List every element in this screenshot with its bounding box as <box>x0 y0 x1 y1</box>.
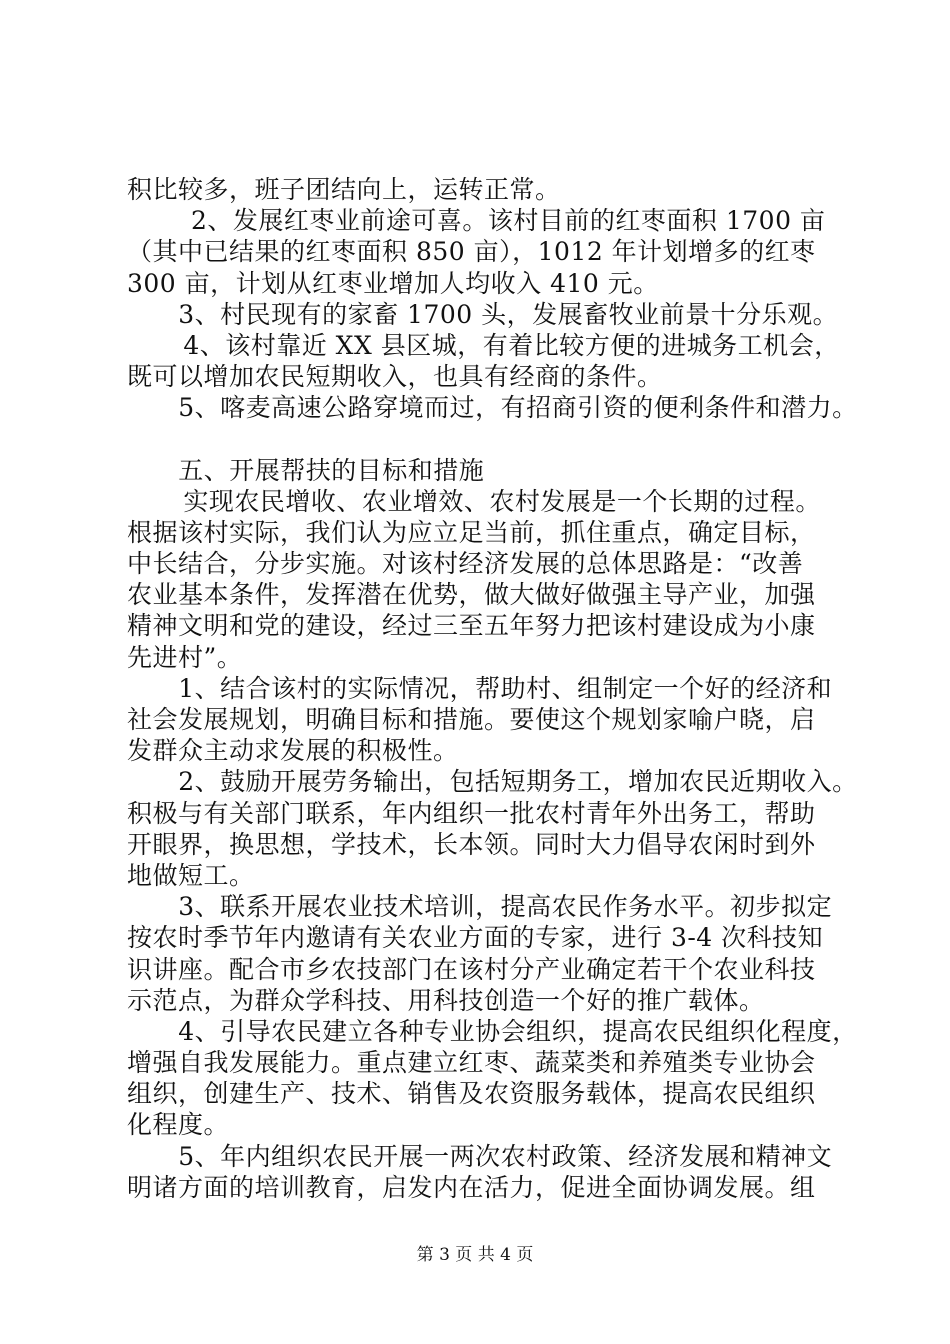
document-body <box>127 174 858 1203</box>
text-line: 识讲座。配合市乡农技部门在该村分产业确定若干个农业科技 <box>127 954 816 984</box>
text-line: 3、联系开展农业技术培训，提高农民作务水平。初步拟定 <box>178 892 833 922</box>
text-line: 4、引导农民建立各种专业协会组织，提高农民组织化程度， <box>178 1016 858 1046</box>
text-line: 精神文明和党的建设，经过三至五年努力把该村建设成为小康 <box>127 611 816 641</box>
text-line: 开眼界，换思想，学技术，长本领。同时大力倡导农闲时到外 <box>127 829 816 859</box>
text-line: （其中已结果的红枣面积 850 亩），1012 年计划增多的红枣 <box>127 237 816 267</box>
text-line: 1、结合该村的实际情况，帮助村、组制定一个好的经济和 <box>178 673 833 703</box>
text-line: 按农时季节年内邀请有关农业方面的专家，进行 3-4 次科技知 <box>127 923 824 953</box>
text-line: 300 亩，计划从红枣业增加人均收入 410 元。 <box>127 268 659 298</box>
text-line: 社会发展规划，明确目标和措施。要使这个规划家喻户晓，启 <box>127 705 816 734</box>
text-line: 实现农民增收、农业增效、农村发展是一个长期的过程。 <box>183 486 821 516</box>
page-footer: 第 3 页 共 4 页 <box>416 1245 534 1265</box>
text-line: 2、发展红枣业前途可喜。该村目前的红枣面积 1700 亩 <box>191 206 826 236</box>
text-line: 中长结合，分步实施。对该村经济发展的总体思路是：“改善 <box>127 549 804 579</box>
text-line: 4、该村靠近 XX 县区城，有着比较方便的进城务工机会， <box>183 330 840 360</box>
text-line: 五、开展帮扶的目标和措施 <box>178 455 485 485</box>
text-line: 3、村民现有的家畜 1700 头，发展畜牧业前景十分乐观。 <box>178 299 839 329</box>
text-line: 农业基本条件，发挥潜在优势，做大做好做强主导产业，加强 <box>127 580 816 610</box>
text-line: 化程度。 <box>127 1110 230 1140</box>
text-line: 增强自我发展能力。重点建立红枣、蔬菜类和养殖类专业协会 <box>127 1048 816 1078</box>
text-line: 发群众主动求发展的积极性。 <box>127 736 459 766</box>
text-line: 地做短工。 <box>127 860 255 890</box>
text-line: 5、喀麦高速公路穿境而过，有招商引资的便利条件和潜力。 <box>178 393 858 423</box>
text-line: 明诸方面的培训教育，启发内在活力，促进全面协调发展。组 <box>127 1172 816 1202</box>
text-line: 5、年内组织农民开展一两次农村政策、经济发展和精神文 <box>178 1141 833 1171</box>
text-line: 积极与有关部门联系，年内组织一批农村青年外出务工，帮助 <box>127 798 816 828</box>
text-line: 组织，创建生产、技术、销售及农资服务载体，提高农民组织 <box>127 1079 816 1109</box>
text-line: 既可以增加农民短期收入，也具有经商的条件。 <box>127 362 663 392</box>
paragraph-gap <box>127 424 847 455</box>
text-line: 2、鼓励开展劳务输出，包括短期务工，增加农民近期收入。 <box>178 767 858 797</box>
text-line: 根据该村实际，我们认为应立足当前，抓住重点，确定目标， <box>127 517 816 547</box>
text-line: 先进村”。 <box>127 642 243 672</box>
text-line: 积比较多，班子团结向上，运转正常。 <box>127 175 561 204</box>
text-line: 示范点，为群众学科技、用科技创造一个好的推广载体。 <box>127 985 765 1015</box>
